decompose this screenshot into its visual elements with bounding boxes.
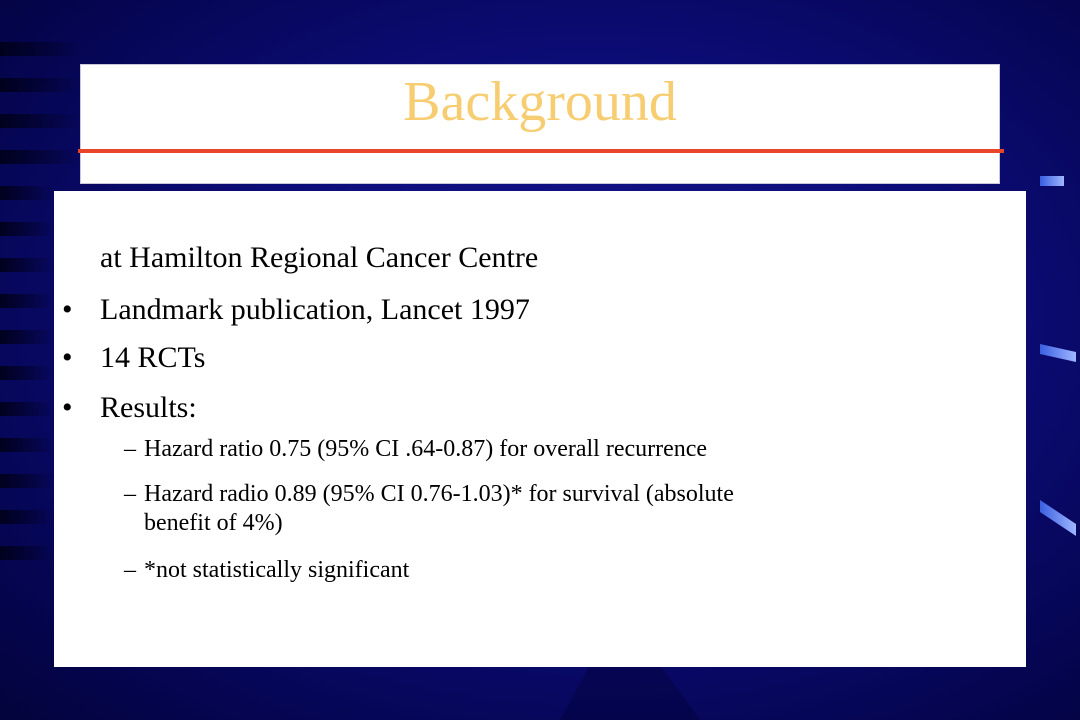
sub-bullet-marker: –	[124, 436, 136, 462]
intro-line: at Hamilton Regional Cancer Centre	[100, 241, 539, 274]
sub-item-hazard-radio: Hazard radio 0.89 (95% CI 0.76-1.03)* for survival (absolute	[144, 481, 734, 507]
bullet-item-rcts: 14 RCTs	[100, 341, 206, 374]
bullet-marker: •	[62, 391, 73, 424]
bullet-marker: •	[62, 293, 73, 326]
bullet-marker: •	[62, 341, 73, 374]
slide-title: Background	[403, 71, 677, 133]
sub-item-hazard-ratio: Hazard ratio 0.75 (95% CI .64-0.87) for overall recurrence	[144, 436, 708, 462]
bullet-item-landmark: Landmark publication, Lancet 1997	[100, 293, 530, 326]
bullet-item-results: Results:	[100, 391, 197, 424]
title-underline	[78, 149, 1004, 153]
right-accents	[1040, 176, 1076, 536]
sub-bullet-marker: –	[124, 481, 136, 507]
sub-item-footnote: *not statistically significant	[144, 557, 410, 583]
sub-item-hazard-radio-cont: benefit of 4%)	[144, 510, 283, 536]
content-box	[54, 191, 1026, 667]
sub-bullet-marker: –	[124, 557, 136, 583]
